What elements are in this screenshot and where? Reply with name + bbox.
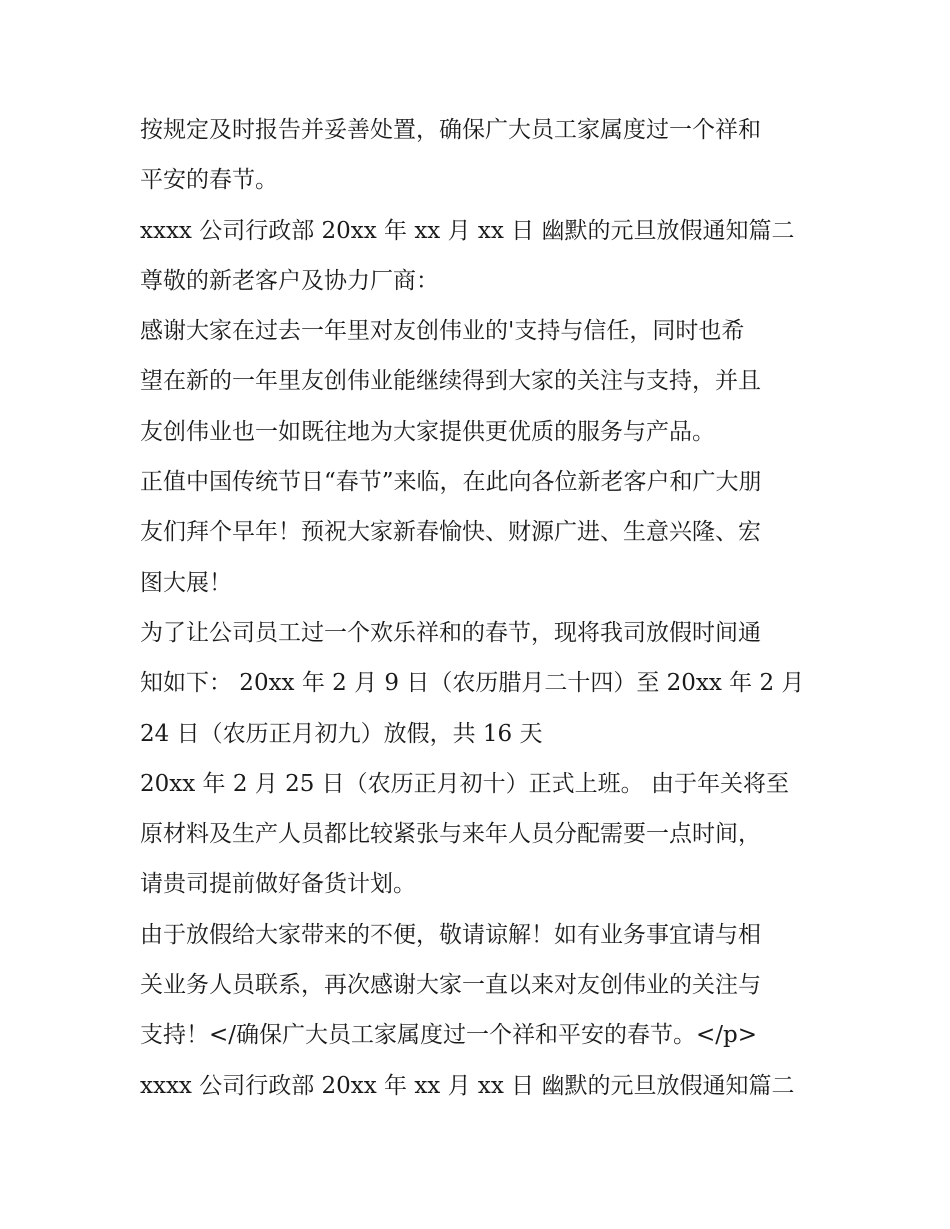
document-body bbox=[140, 105, 820, 1111]
text-line: 关业务人员联系，再次感谢大家一直以来对友创伟业的关注与 bbox=[140, 972, 761, 999]
text-line: 友创伟业也一如既往地为大家提供更优质的服务与产品。 bbox=[140, 418, 715, 445]
text-line: 正值中国传统节日“春节”来临，在此向各位新老客户和广大朋 bbox=[140, 469, 762, 496]
text-line: 友们拜个早年！预祝大家新春愉快、财源广进、生意兴隆、宏 bbox=[140, 519, 761, 546]
text-line: xxxx 公司行政部 20xx 年 xx 月 xx 日 幽默的元旦放假通知篇二 bbox=[140, 217, 795, 244]
text-line: 按规定及时报告并妥善处置，确保广大员工家属度过一个祥和 bbox=[140, 117, 761, 143]
text-line: 知如下： 20xx 年 2 月 9 日（农历腊月二十四）至 20xx 年 2 月 bbox=[140, 670, 805, 697]
text-line: xxxx 公司行政部 20xx 年 xx 月 xx 日 幽默的元旦放假通知篇二 bbox=[140, 1072, 795, 1099]
text-line: 支持！</确保广大员工家属度过一个祥和平安的春节。</p> bbox=[140, 1022, 758, 1049]
text-line: 24 日（农历正月初九）放假，共 16 天 bbox=[140, 720, 543, 747]
text-line: 感谢大家在过去一年里对友创伟业的'支持与信任，同时也希 bbox=[140, 318, 745, 345]
text-line: 为了让公司员工过一个欢乐祥和的春节，现将我司放假时间通 bbox=[140, 619, 761, 646]
text-line: 请贵司提前做好备货计划。 bbox=[140, 871, 416, 898]
text-line: 原材料及生产人员都比较紧张与来年人员分配需要一点时间， bbox=[140, 821, 761, 848]
text-line: 图大展！ bbox=[140, 569, 232, 596]
text-line: 20xx 年 2 月 25 日（农历正月初十）正式上班。 由于年关将至 bbox=[140, 770, 789, 797]
text-line: 平安的春节。 bbox=[140, 167, 278, 194]
salutation-line: 尊敬的新老客户及协力厂商： bbox=[140, 267, 439, 294]
text-line: 望在新的一年里友创伟业能继续得到大家的关注与支持，并且 bbox=[140, 368, 761, 395]
text-line: 由于放假给大家带来的不便，敬请谅解！如有业务事宜请与相 bbox=[140, 921, 761, 948]
